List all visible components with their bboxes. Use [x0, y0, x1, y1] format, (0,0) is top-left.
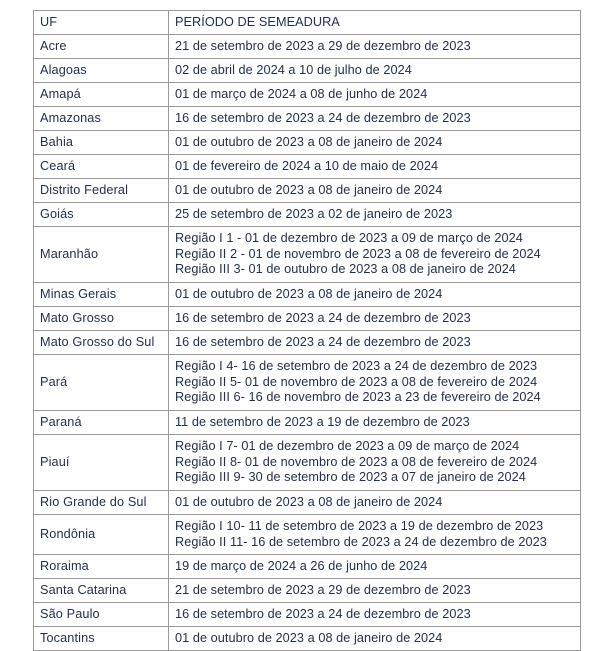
periodos-de-semeadura-table [33, 10, 581, 651]
cell-periodo: 01 de outubro de 2023 a 08 de janeiro de 2024 [169, 491, 581, 515]
periodo-line: Região III 9- 30 de setembro de 2023 a 07 de janeiro de 2024 [175, 470, 526, 485]
cell-periodo: 19 de março de 2024 a 26 de junho de 2024 [169, 555, 581, 579]
table-row [34, 579, 581, 603]
table-row [34, 179, 581, 203]
cell-periodo: 21 de setembro de 2023 a 29 de dezembro de 2023 [169, 35, 581, 59]
table-row [34, 555, 581, 579]
cell-periodo [169, 435, 581, 491]
cell-periodo: 16 de setembro de 2023 a 24 de dezembro de 2023 [169, 603, 581, 627]
cell-periodo [169, 227, 581, 283]
periodo-line: Região III 3- 01 de outubro de 2023 a 08 de janeiro de 2024 [175, 262, 516, 277]
periodo-line: Região II 5- 01 de novembro de 2023 a 08 de fevereiro de 2024 [175, 374, 538, 389]
periodo-line: Região II 8- 01 de novembro de 2023 a 08 de fevereiro de 2024 [175, 454, 538, 469]
cell-periodo: 01 de março de 2024 a 08 de junho de 2024 [169, 83, 581, 107]
cell-uf: Santa Catarina [34, 579, 169, 603]
table-row [34, 227, 581, 283]
cell-uf: Acre [34, 35, 169, 59]
table-row [34, 331, 581, 355]
table-row [34, 491, 581, 515]
cell-uf: Maranhão [34, 227, 169, 283]
table-header [34, 11, 581, 35]
column-header-uf: UF [34, 11, 169, 35]
cell-periodo: 01 de fevereiro de 2024 a 10 de maio de 2024 [169, 155, 581, 179]
cell-uf: Rondônia [34, 515, 169, 555]
cell-periodo: 11 de setembro de 2023 a 19 de dezembro de 2023 [169, 411, 581, 435]
cell-uf: Paraná [34, 411, 169, 435]
periodo-line: Região III 6- 16 de novembro de 2023 a 23 de fevereiro de 2024 [175, 390, 541, 405]
cell-periodo: 01 de outubro de 2023 a 08 de janeiro de 2024 [169, 179, 581, 203]
periodo-line: Região II 11- 16 de setembro de 2023 a 24 de dezembro de 2023 [175, 534, 547, 549]
cell-periodo: 01 de outubro de 2023 a 08 de janeiro de 2024 [169, 131, 581, 155]
cell-periodo: 16 de setembro de 2023 a 24 de dezembro de 2023 [169, 331, 581, 355]
table-row [34, 627, 581, 651]
cell-uf: Minas Gerais [34, 283, 169, 307]
cell-periodo: 02 de abril de 2024 a 10 de julho de 2024 [169, 59, 581, 83]
table-header-row [34, 11, 581, 35]
cell-periodo: 21 de setembro de 2023 a 29 de dezembro de 2023 [169, 579, 581, 603]
periodo-line: Região I 4- 16 de setembro de 2023 a 24 de dezembro de 2023 [175, 358, 538, 373]
periodo-line: Região I 7- 01 de dezembro de 2023 a 09 de março de 2024 [175, 438, 520, 453]
table-row [34, 603, 581, 627]
table-row [34, 35, 581, 59]
periodo-line: Região I 1 - 01 de dezembro de 2023 a 09 de março de 2024 [175, 230, 523, 245]
cell-uf: Amazonas [34, 107, 169, 131]
cell-periodo: 25 de setembro de 2023 a 02 de janeiro de 2023 [169, 203, 581, 227]
cell-periodo: 16 de setembro de 2023 a 24 de dezembro de 2023 [169, 307, 581, 331]
cell-uf: Goiás [34, 203, 169, 227]
table-row [34, 355, 581, 411]
table-row [34, 131, 581, 155]
cell-uf: Mato Grosso do Sul [34, 331, 169, 355]
table-row [34, 83, 581, 107]
table-row [34, 307, 581, 331]
table-row [34, 59, 581, 83]
table-row [34, 515, 581, 555]
cell-periodo [169, 355, 581, 411]
cell-uf: Pará [34, 355, 169, 411]
cell-periodo: 16 de setembro de 2023 a 24 de dezembro de 2023 [169, 107, 581, 131]
table-body [34, 35, 581, 651]
cell-uf: Tocantins [34, 627, 169, 651]
cell-uf: Distrito Federal [34, 179, 169, 203]
table-row [34, 203, 581, 227]
column-header-periodo: PERÍODO DE SEMEADURA [169, 11, 581, 35]
cell-uf: Amapá [34, 83, 169, 107]
table-row [34, 411, 581, 435]
table-row [34, 107, 581, 131]
table-row [34, 155, 581, 179]
table-row [34, 435, 581, 491]
cell-uf: Roraima [34, 555, 169, 579]
cell-uf: Mato Grosso [34, 307, 169, 331]
cell-uf: Rio Grande do Sul [34, 491, 169, 515]
cell-uf: Bahia [34, 131, 169, 155]
cell-periodo: 01 de outubro de 2023 a 08 de janeiro de 2024 [169, 283, 581, 307]
cell-uf: Ceará [34, 155, 169, 179]
periodo-line: Região I 10- 11 de setembro de 2023 a 19 de dezembro de 2023 [175, 518, 544, 533]
cell-periodo: 01 de outubro de 2023 a 08 de janeiro de 2024 [169, 627, 581, 651]
table-row [34, 283, 581, 307]
cell-uf: Alagoas [34, 59, 169, 83]
cell-periodo [169, 515, 581, 555]
cell-uf: Piauí [34, 435, 169, 491]
periodo-line: Região II 2 - 01 de novembro de 2023 a 08 de fevereiro de 2024 [175, 246, 541, 261]
cell-uf: São Paulo [34, 603, 169, 627]
